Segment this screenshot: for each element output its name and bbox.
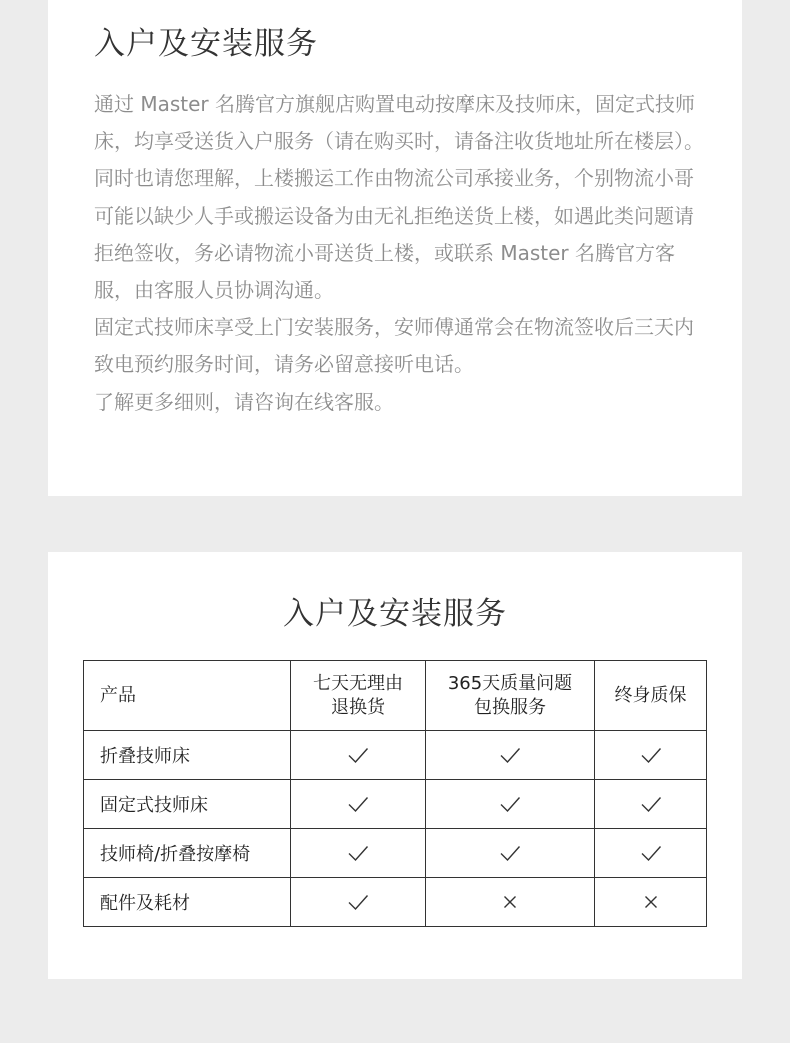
product-name: 固定式技师床: [84, 780, 291, 829]
header-lifetime-warranty: 终身质保: [595, 661, 707, 731]
section-title: 入户及安装服务: [94, 26, 318, 62]
product-name: 技师椅/折叠按摩椅: [84, 829, 291, 878]
service-cell: [426, 731, 595, 780]
table-row: [84, 780, 707, 829]
check-icon: [639, 792, 663, 816]
service-cell: [291, 731, 426, 780]
consult-paragraph: 了解更多细则，请咨询在线客服。: [94, 389, 394, 414]
check-icon: [498, 792, 522, 816]
header-product: 产品: [84, 661, 291, 731]
check-icon: [498, 841, 522, 865]
header-365-day-warranty: [426, 661, 595, 731]
service-cell: [595, 731, 707, 780]
delivery-paragraph: 通过 Master 名腾官方旗舰店购置电动按摩床及技师床，固定式技师床，均享受送货入户服务（请在购买时，请备注收货地址所在楼层）。同时也请您理解，上楼搬运工作由物流公司承接业务，个别物流小哥可能以缺少人手或搬运设备为由无礼拒绝送货上楼，如遇此类问题请拒绝签收，务必请物流小哥送货上楼，或联系 Master 名腾官方客服，由客服人员协调沟通。: [94, 92, 704, 303]
product-name: 折叠技师床: [84, 731, 291, 780]
service-cell: [595, 780, 707, 829]
intro-text: [94, 86, 704, 421]
cross-icon: [498, 890, 522, 914]
service-cell: [595, 829, 707, 878]
header-365-label: 365天质量问题包换服务: [447, 672, 573, 718]
service-cell: [291, 780, 426, 829]
header-seven-day-return: [291, 661, 426, 731]
table-row: [84, 731, 707, 780]
table-header-row: [84, 661, 707, 731]
service-cell: [595, 878, 707, 927]
check-icon: [346, 792, 370, 816]
check-icon: [639, 841, 663, 865]
installation-paragraph: 固定式技师床享受上门安装服务，安师傅通常会在物流签收后三天内致电预约服务时间，请务必留意接听电话。: [94, 315, 694, 377]
service-cell: [291, 878, 426, 927]
table-row: [84, 878, 707, 927]
service-cell: [291, 829, 426, 878]
header-seven-day-label: 七天无理由退换货: [313, 672, 403, 718]
service-table: [83, 660, 707, 927]
check-icon: [639, 743, 663, 767]
service-cell: [426, 829, 595, 878]
check-icon: [346, 743, 370, 767]
check-icon: [346, 841, 370, 865]
service-card: [48, 552, 742, 979]
service-cell: [426, 878, 595, 927]
product-name: 配件及耗材: [84, 878, 291, 927]
cross-icon: [639, 890, 663, 914]
table-title: 入户及安装服务: [283, 596, 507, 632]
table-row: [84, 829, 707, 878]
check-icon: [346, 890, 370, 914]
service-cell: [426, 780, 595, 829]
intro-card: [48, 0, 742, 496]
check-icon: [498, 743, 522, 767]
